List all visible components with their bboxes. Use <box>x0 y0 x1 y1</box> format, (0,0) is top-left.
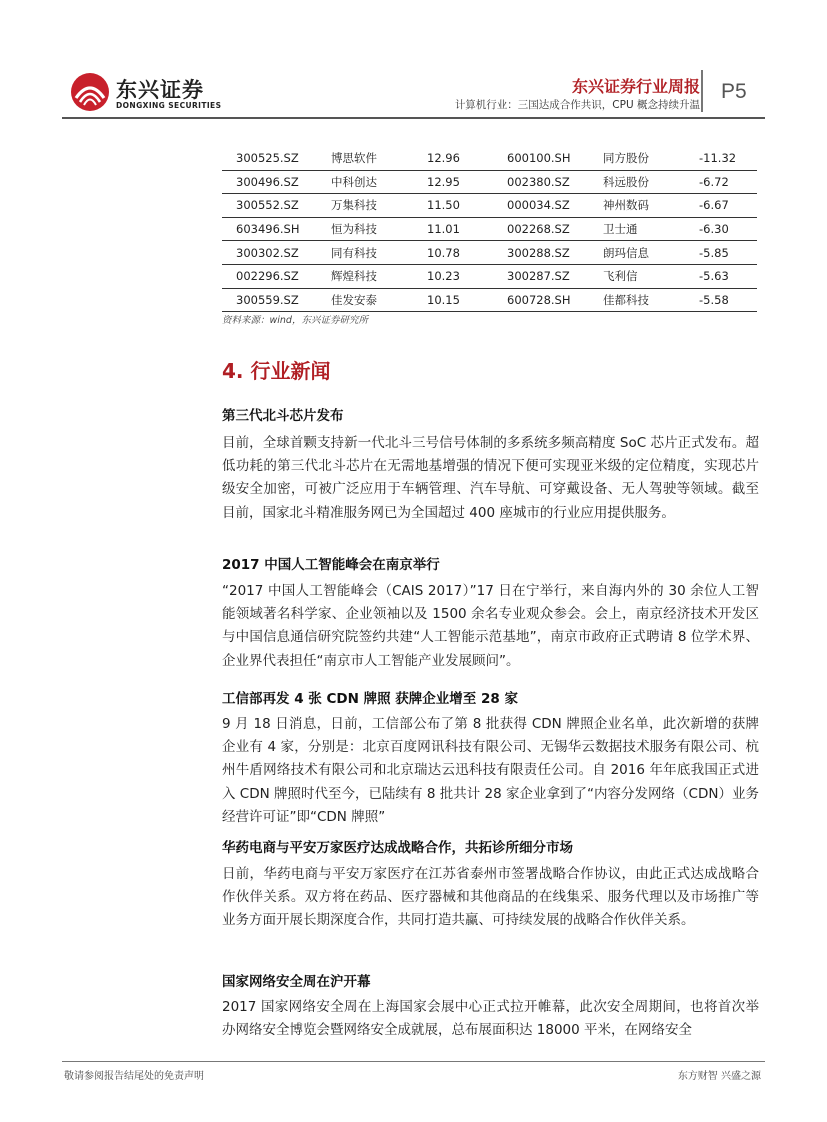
stock-code-cell: 000034.SZ <box>493 194 587 218</box>
table-source-note: 资料来源：wind，东兴证券研究所 <box>222 315 368 326</box>
loss-cell: -5.85 <box>683 241 757 265</box>
report-subtitle: 计算机行业：三国达成合作共识，CPU 概念持续升温 <box>454 99 700 111</box>
stock-name-cell: 同方股份 <box>587 147 683 170</box>
gain-cell: 11.01 <box>415 217 493 241</box>
stock-code-cell: 300287.SZ <box>493 264 587 288</box>
gain-cell: 10.78 <box>415 241 493 265</box>
stock-code-cell: 300559.SZ <box>222 288 317 312</box>
loss-cell: -6.30 <box>683 217 757 241</box>
logo-english-text: DONGXING SECURITIES <box>116 101 222 110</box>
stock-name-cell: 恒为科技 <box>317 217 415 241</box>
stock-code-cell: 300288.SZ <box>493 241 587 265</box>
stock-name-cell: 卫士通 <box>587 217 683 241</box>
gain-cell: 10.23 <box>415 264 493 288</box>
stock-name-cell: 佳发安泰 <box>317 288 415 312</box>
stock-code-cell: 603496.SH <box>222 217 317 241</box>
stock-name-cell: 朗玛信息 <box>587 241 683 265</box>
stock-name-cell: 万集科技 <box>317 194 415 218</box>
news-heading: 第三代北斗芯片发布 <box>222 408 344 424</box>
gain-cell: 10.15 <box>415 288 493 312</box>
gain-cell: 12.96 <box>415 147 493 170</box>
logo-text: 东兴证券 <box>116 78 204 102</box>
stock-code-cell: 300496.SZ <box>222 170 317 194</box>
stock-name-cell: 辉煌科技 <box>317 264 415 288</box>
table-row <box>222 264 757 288</box>
stock-name-cell: 同有科技 <box>317 241 415 265</box>
header-divider <box>701 70 703 112</box>
section-title: 4. 行业新闻 <box>222 359 331 383</box>
news-body: 日前，华药电商与平安万家医疗在江苏省泰州市签署战略合作协议，由此正式达成战略合作伙伴关系。双方将在药品、医疗器械和其他商品的在线集采、服务代理以及市场推广等业务方面开展长期深度合作，共同打造共赢、可持续发展的战略合作伙伴关系。 <box>222 866 759 929</box>
stock-name-cell: 飞利信 <box>587 264 683 288</box>
stock-name-cell: 科远股份 <box>587 170 683 194</box>
stock-code-cell: 300302.SZ <box>222 241 317 265</box>
news-heading: 国家网络安全周在沪开幕 <box>222 974 371 990</box>
stock-code-cell: 002380.SZ <box>493 170 587 194</box>
loss-cell: -11.32 <box>683 147 757 170</box>
news-body: 9 月 18 日消息，日前，工信部公布了第 8 批获得 CDN 牌照企业名单，此次新增的获牌企业有 4 家，分别是：北京百度网讯科技有限公司、无锡华云数据技术服务有限公司、杭州牛盾网络技术有限公司和北京瑞达云迅科技有限责任公司。自 2016 年年底我国正式进入 CDN 牌照时代至今，已陆续有 8 批共计 28 家企业拿到了“内容分发网络（CDN）业务经营许可证”即“CDN 牌照” <box>222 716 759 825</box>
gain-cell: 11.50 <box>415 194 493 218</box>
gain-cell: 12.95 <box>415 170 493 194</box>
stock-name-cell: 博思软件 <box>317 147 415 170</box>
news-heading: 2017 中国人工智能峰会在南京举行 <box>222 557 440 573</box>
loss-cell: -6.72 <box>683 170 757 194</box>
stock-code-cell: 600728.SH <box>493 288 587 312</box>
stock-name-cell: 中科创达 <box>317 170 415 194</box>
report-title: 东兴证券行业周报 <box>571 77 700 96</box>
footer-disclaimer: 敬请参阅报告结尾处的免责声明 <box>64 1071 204 1082</box>
loss-cell: -5.58 <box>683 288 757 312</box>
stock-code-cell: 002296.SZ <box>222 264 317 288</box>
stock-code-cell: 002268.SZ <box>493 217 587 241</box>
news-heading: 华药电商与平安万家医疗达成战略合作，共拓诊所细分市场 <box>222 840 573 856</box>
news-heading: 工信部再发 4 张 CDN 牌照 获牌企业增至 28 家 <box>222 691 518 707</box>
stock-name-cell: 佳都科技 <box>587 288 683 312</box>
footer-slogan: 东方财智 兴盛之源 <box>677 1071 761 1082</box>
loss-cell: -5.63 <box>683 264 757 288</box>
table-row <box>222 288 757 312</box>
footer-rule <box>62 1061 765 1062</box>
table-row <box>222 241 757 265</box>
table-row <box>222 170 757 194</box>
company-logo <box>70 70 222 120</box>
stock-change-table <box>222 147 757 312</box>
header-rule <box>62 117 765 119</box>
stock-code-cell: 600100.SH <box>493 147 587 170</box>
stock-code-cell: 300525.SZ <box>222 147 317 170</box>
news-body: “2017 中国人工智能峰会（CAIS 2017）”17 日在宁举行，来自海内外的 30 余位人工智能领域著名科学家、企业领袖以及 1500 余名专业观众参会。会上，南京经济技术开发区与中国信息通信研究院签约共建“人工智能示范基地”，南京市政府正式聘请 8 位学术界、企业界代表担任“南京市人工智能产业发展顾问”。 <box>222 583 759 669</box>
page-number: P5 <box>721 80 747 103</box>
dongxing-logo-icon <box>70 72 110 112</box>
stock-name-cell: 神州数码 <box>587 194 683 218</box>
news-body: 2017 国家网络安全周在上海国家会展中心正式拉开帷幕，此次安全周期间，也将首次举办网络安全博览会暨网络安全成就展，总布展面积达 18000 平米，在网络安全 <box>222 999 759 1039</box>
news-body: 目前，全球首颗支持新一代北斗三号信号体制的多系统多频高精度 SoC 芯片正式发布。超低功耗的第三代北斗芯片在无需地基增强的情况下便可实现亚米级的定位精度，实现芯片级安全加密，可被广泛应用于车辆管理、汽车导航、可穿戴设备、无人驾驶等领域。截至目前，国家北斗精准服务网已为全国超过 400 座城市的行业应用提供服务。 <box>222 435 759 521</box>
stock-code-cell: 300552.SZ <box>222 194 317 218</box>
loss-cell: -6.67 <box>683 194 757 218</box>
table-row <box>222 217 757 241</box>
table-row <box>222 147 757 170</box>
table-row <box>222 194 757 218</box>
